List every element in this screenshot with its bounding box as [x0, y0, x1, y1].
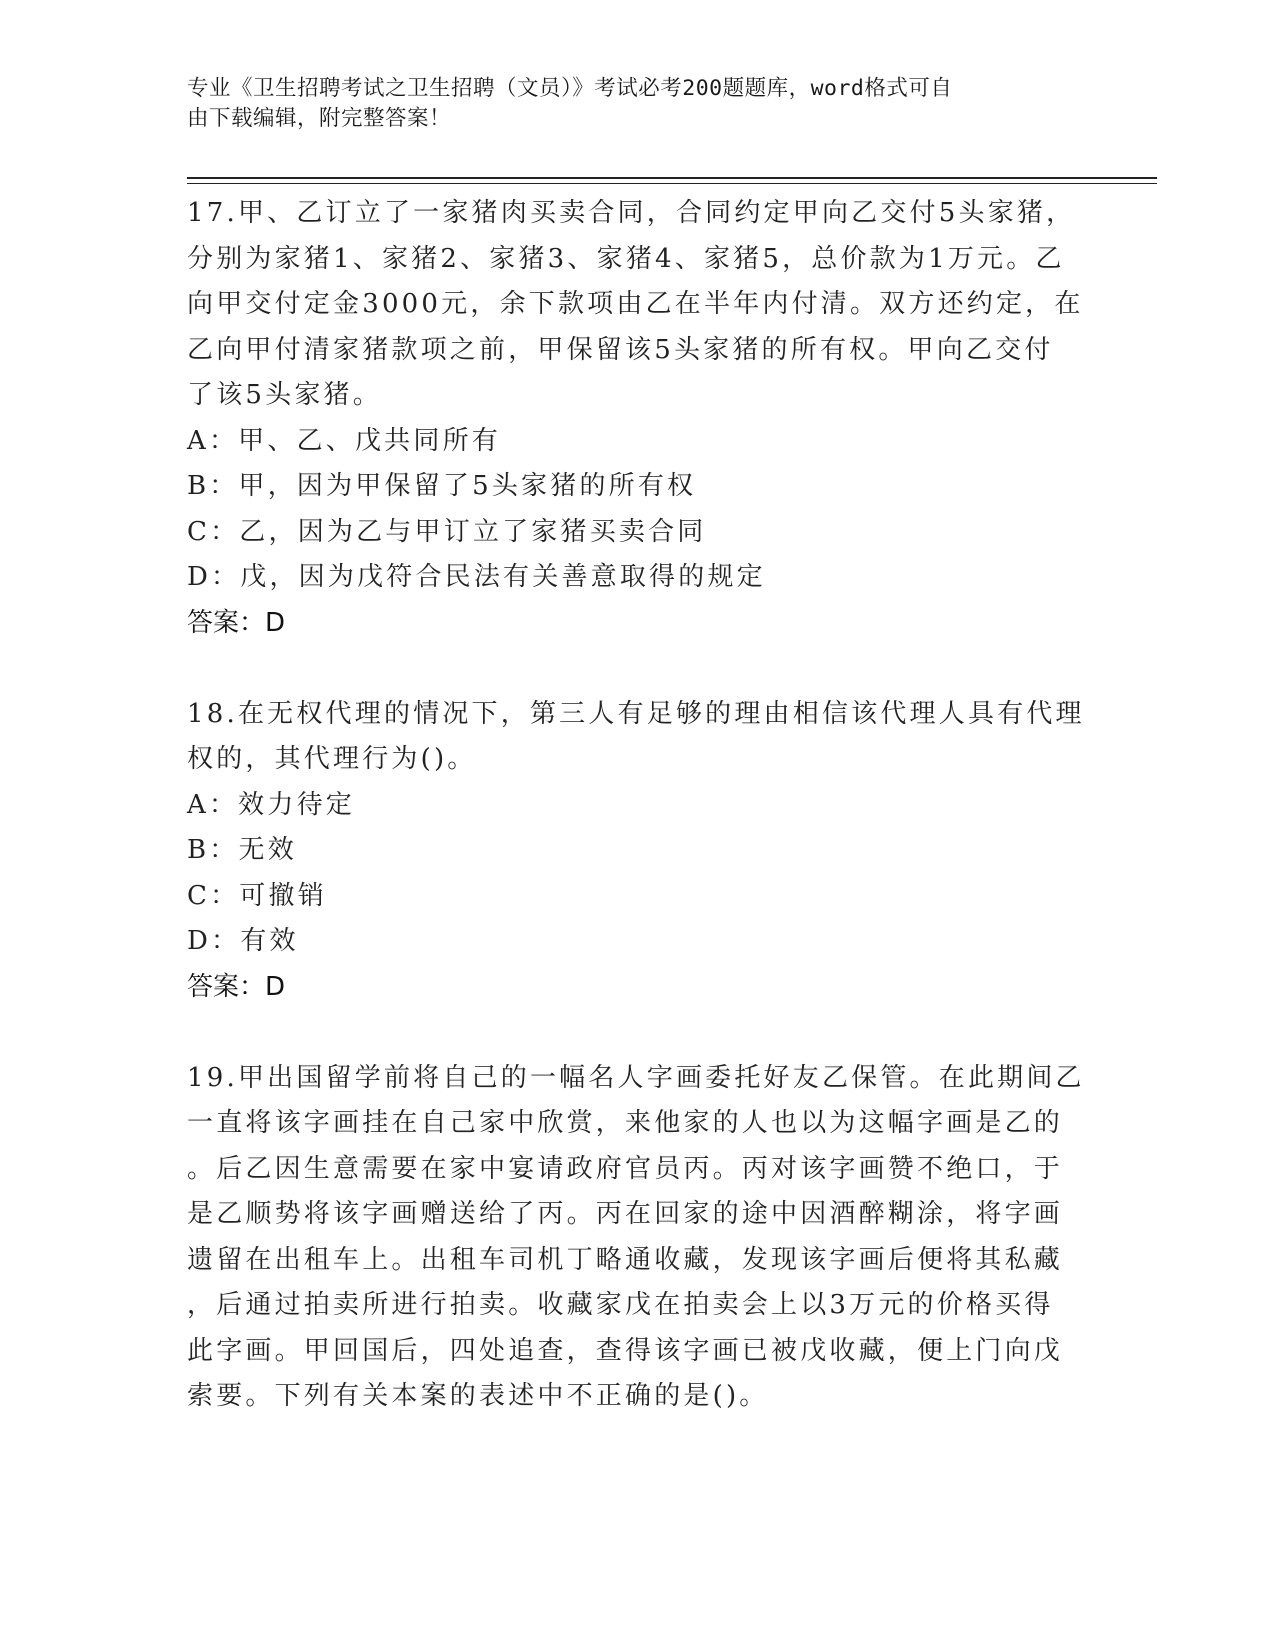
- answer-line: 答案：D: [187, 607, 286, 638]
- header-line-2: 由下载编辑，附完整答案！: [187, 106, 452, 131]
- option-d: D：戊，因为戊符合民法有关善意取得的规定: [187, 562, 766, 592]
- question-text-line: 分别为家猪1、家猪2、家猪3、家猪4、家猪5，总价款为1万元。乙: [187, 243, 1065, 274]
- option-b: B：无效: [187, 835, 297, 865]
- question-text-line: 。后乙因生意需要在家中宴请政府官员丙。丙对该字画赞不绝口，于: [187, 1153, 1064, 1184]
- option-d: D：有效: [187, 926, 299, 956]
- question-text-line: 向甲交付定金3000元，余下款项由乙在半年内付清。双方还约定，在: [187, 289, 1084, 319]
- question-text-line: 是乙顺势将该字画赠送给了丙。丙在回家的途中因酒醉糊涂，将字画: [187, 1199, 1064, 1229]
- question-text-line: 索要。下列有关本案的表述中不正确的是()。: [187, 1381, 769, 1411]
- question-text-line: 了该5头家猪。: [187, 380, 382, 410]
- question-text-line: 权的，其代理行为()。: [187, 744, 477, 774]
- option-c: C：乙，因为乙与甲订立了家猪买卖合同: [187, 516, 707, 547]
- question-text-line: ，后通过拍卖所进行拍卖。收藏家戊在拍卖会上以3万元的价格买得: [187, 1290, 1054, 1320]
- question-text-line: 此字画。甲回国后，四处追查，查得该字画已被戊收藏，便上门向戊: [187, 1335, 1064, 1366]
- question-18: [187, 692, 1087, 1011]
- header-divider-thin: [187, 183, 1157, 184]
- document-header: [187, 74, 1087, 134]
- question-text-line: 乙向甲付清家猪款项之前，甲保留该5头家猪的所有权。甲向乙交付: [187, 334, 1054, 365]
- question-17: [187, 191, 1087, 646]
- question-text-line: 一直将该字画挂在自己家中欣赏，来他家的人也以为这幅字画是乙的: [187, 1108, 1064, 1138]
- option-a: A：效力待定: [187, 789, 355, 820]
- option-c: C：可撤销: [187, 880, 327, 911]
- question-text-line: 遗留在出租车上。出租车司机丁略通收藏，发现该字画后便将其私藏: [187, 1244, 1064, 1275]
- header-line-1: 专业《卫生招聘考试之卫生招聘（文员）》考试必考200题题库，word格式可自: [187, 76, 953, 101]
- answer-line: 答案：D: [187, 971, 286, 1002]
- spacer: [187, 1010, 1087, 1056]
- option-a: A：甲、乙、戊共同所有: [187, 425, 501, 456]
- question-text-line: 17.甲、乙订立了一家猪肉买卖合同，合同约定甲向乙交付5头家猪，: [187, 198, 1076, 228]
- header-divider-thick: [187, 177, 1157, 179]
- question-text-line: 18.在无权代理的情况下，第三人有足够的理由相信该代理人具有代理: [187, 698, 1085, 729]
- question-19: [187, 1056, 1087, 1420]
- question-text-line: 19.甲出国留学前将自己的一幅名人字画委托好友乙保管。在此期间乙: [187, 1062, 1085, 1093]
- question-list: [187, 191, 1087, 1420]
- option-b: B：甲，因为甲保留了5头家猪的所有权: [187, 471, 697, 501]
- spacer: [187, 646, 1087, 692]
